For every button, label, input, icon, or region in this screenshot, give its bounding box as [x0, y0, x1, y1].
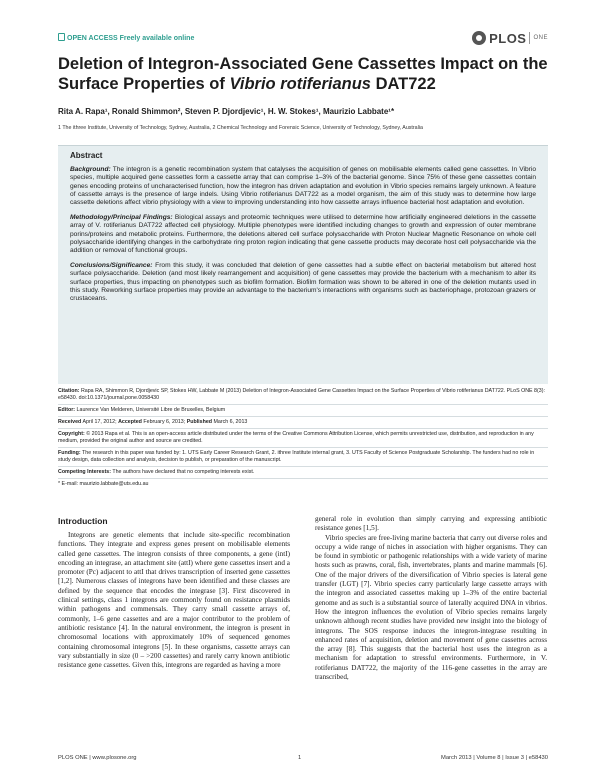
- body-column-left: [58, 531, 290, 670]
- funding: Funding: The research in this paper was funded by: 1. UTS Early Career Research Grant, 2. ithree Institute internal grant, 3. UTS Faculty of Science Postgraduate Scholarship. The funders had no role in study design, data collection and analysis, decision to publish, or preparation of the manuscript.: [58, 448, 548, 467]
- author-list: Rita A. Rapa¹, Ronald Shimmon², Steven P. Djordjevic¹, H. W. Stokes¹, Maurizio Labbate¹*: [58, 107, 395, 116]
- plos-brand: PLOS: [489, 30, 527, 46]
- intro-paragraph-1: Integrons are genetic elements that include site-specific recombination functions. They integrate and express genes present on mobilisable elements called gene cassettes. The integron consists of three components, a gene (intI) encoding an integrase, an attachment site (attI) where gene cassettes insert and a promoter (Pc) adjacent to attI that drives transcription of inserted gene cassettes [1,2]. Numerous classes of integrons have been identified and these classes are defined by the sequence that encodes the integrase [3]. First discovered in clinical settings, class 1 integrons are commonly found on resistance plasmids within pathogens and commensals. They carry small cassette arrays of, commonly, 1–6 gene cassettes and are a major contributor to the problem of antibiotic resistance [4]. In the natural environment, the integron is present in chromosomal locations with approximately 10% of sequenced genomes containing chromosomal integrons [5]. In these organisms, cassette arrays can vary substantially in size (0 – >200 cassettes) and rarely carry known antibiotic resistance gene cassettes. Given this, integrons are regarded as having a more: [58, 531, 290, 670]
- journal-header: [58, 28, 548, 48]
- competing-interests: Competing Interests: The authors have declared that no competing interests exist.: [58, 467, 548, 479]
- abstract-heading: Abstract: [70, 151, 103, 160]
- introduction-heading: Introduction: [58, 516, 108, 526]
- article-title: Deletion of Integron-Associated Gene Cassettes Impact on the Surface Properties of Vibrio rotiferianus DAT722: [58, 55, 548, 93]
- plos-one-logo: [472, 28, 548, 48]
- plos-brand-sub: ONE: [533, 35, 548, 41]
- citation: Citation: Rapa RA, Shimmon R, Djordjevic SP, Stokes HW, Labbate M (2013) Deletion of Integron-Associated Gene Cassettes Impact on the Surface Properties of Vibrio rotiferianus DAT722. PLoS ONE 8(3): e58430. doi:10.1371/journal.pone.0058430: [58, 386, 548, 405]
- open-lock-icon: [58, 33, 65, 41]
- article-metadata: [58, 386, 548, 490]
- title-species: Vibrio rotiferianus: [229, 75, 371, 93]
- dates: Received April 17, 2012; Accepted February 6, 2013; Published March 6, 2013: [58, 417, 548, 429]
- copyright: Copyright: © 2013 Rapa et al. This is an open-access article distributed under the terms of the Creative Commons Attribution License, which permits unrestricted use, distribution, and reproduction in any medium, provided the original author and source are credited.: [58, 429, 548, 448]
- abstract-conclusions: Conclusions/Significance: From this study, it was concluded that deletion of gene cassettes had a subtle effect on bacterial metabolism but altered host surface polysaccharide. Deletion (and most likely rearrangement and acquisition) of gene cassettes may provide the bacterium with a mechanism to alter its surface properties, thus impacting on phenotypes such as biofilm formation. Biofilm formation was shown to be altered in one of the deletion mutants used in this study. Reworking surface properties may provide an advantage to the bacterium's interactions with organisms such as bacteriophage, protozoan grazers or crustaceans.: [70, 262, 536, 303]
- page-footer: [58, 755, 548, 765]
- footer-issue: March 2013 | Volume 8 | Issue 3 | e58430: [441, 755, 548, 761]
- intro-paragraph-2: Vibrio species are free-living marine bacteria that carry out diverse roles and occupy a wide range of niches in association with higher organisms. They can be found in symbiotic or pathogenic relationships with a wide variety of marine hosts such as prawns, coral, fish, invertebrates, plants and marine mammals [6]. One of the major drivers of the diversification of Vibrio species is lateral gene transfer (LGT) [7]. Vibrio species carry particularly large cassette arrays with the integron and associated cassettes making up 1–3% of the entire bacterial genome and as such is a substantial source of laterally acquired DNA in vibrios. How the integron influences the evolution of Vibrio species remains largely unknown although recent studies have provided new insight into the biology of integrons. The SOS response induces the integron-integrase resulting in enhanced rates of acquisition, deletion and movement of gene cassettes across the array [8]. This suggests that the bacterial host uses the integron as a mechanism for adaptation to stressful environments. Furthermore, in V. rotiferianus DAT722, the majority of the 116-gene cassettes in the array are transcribed,: [315, 533, 547, 682]
- abstract-methods: Methodology/Principal Findings: Biological assays and proteomic techniques were utilised to determine how artificially engineered deletions in the cassette array of V. rotiferianus DAT722 affected cell physiology. Multiple phenotypes were identified including changes to growth and expression of outer membrane porins/proteins and metabolic proteins. Furthermore, the deletions altered cell surface polysaccharide with Proton Nuclear Magnetic Resonance on whole cell polysaccharide identifying changes in the carbohydrate ring proton region indicating that gene cassette products may decorate host cell polysaccharide via the addition or removal of functional groups.: [70, 214, 536, 255]
- affiliations: 1 The ithree Institute, University of Technology, Sydney, Australia, 2 Chemical Technology and Forensic Science, University of Technology, Sydney, Australia: [58, 125, 423, 131]
- footer-journal: PLOS ONE | www.plosone.org: [58, 755, 137, 761]
- body-column-right: [315, 515, 547, 682]
- plos-logo-icon: [472, 31, 486, 45]
- abstract-box: [58, 145, 548, 384]
- open-access-badge: OPEN ACCESS Freely available online: [58, 33, 194, 42]
- corresponding-email: * E-mail: maurizio.labbate@uts.edu.au: [58, 481, 149, 487]
- intro-paragraph-continued: general role in evolution than simply carrying and expressing antibiotic resistance genes [1,5].: [315, 515, 547, 533]
- page-number: 1: [298, 755, 302, 761]
- abstract-background: Background: The integron is a genetic recombination system that catalyses the acquisition of genes on mobilisable elements called gene cassettes. In Vibrio species, multiple acquired gene cassettes form a cassette array that can comprise 1–3% of the bacterial genome. Since 75% of these gene cassettes contain genes encoding proteins of uncharacterised function, how the integron has driven adaptation and evolution in Vibrio species remains largely unknown. A feature of cassette arrays is the presence of large indels. Using Vibrio rotiferianus DAT722 as a model organism, the aim of this study was to determine how large cassette deletions affect vibrio physiology with a view to improving understanding into how cassette arrays influence bacterial host adaptation and evolution.: [70, 166, 536, 207]
- logo-divider: [529, 32, 530, 44]
- editor: Editor: Laurence Van Melderen, Université Libre de Bruxelles, Belgium: [58, 405, 548, 417]
